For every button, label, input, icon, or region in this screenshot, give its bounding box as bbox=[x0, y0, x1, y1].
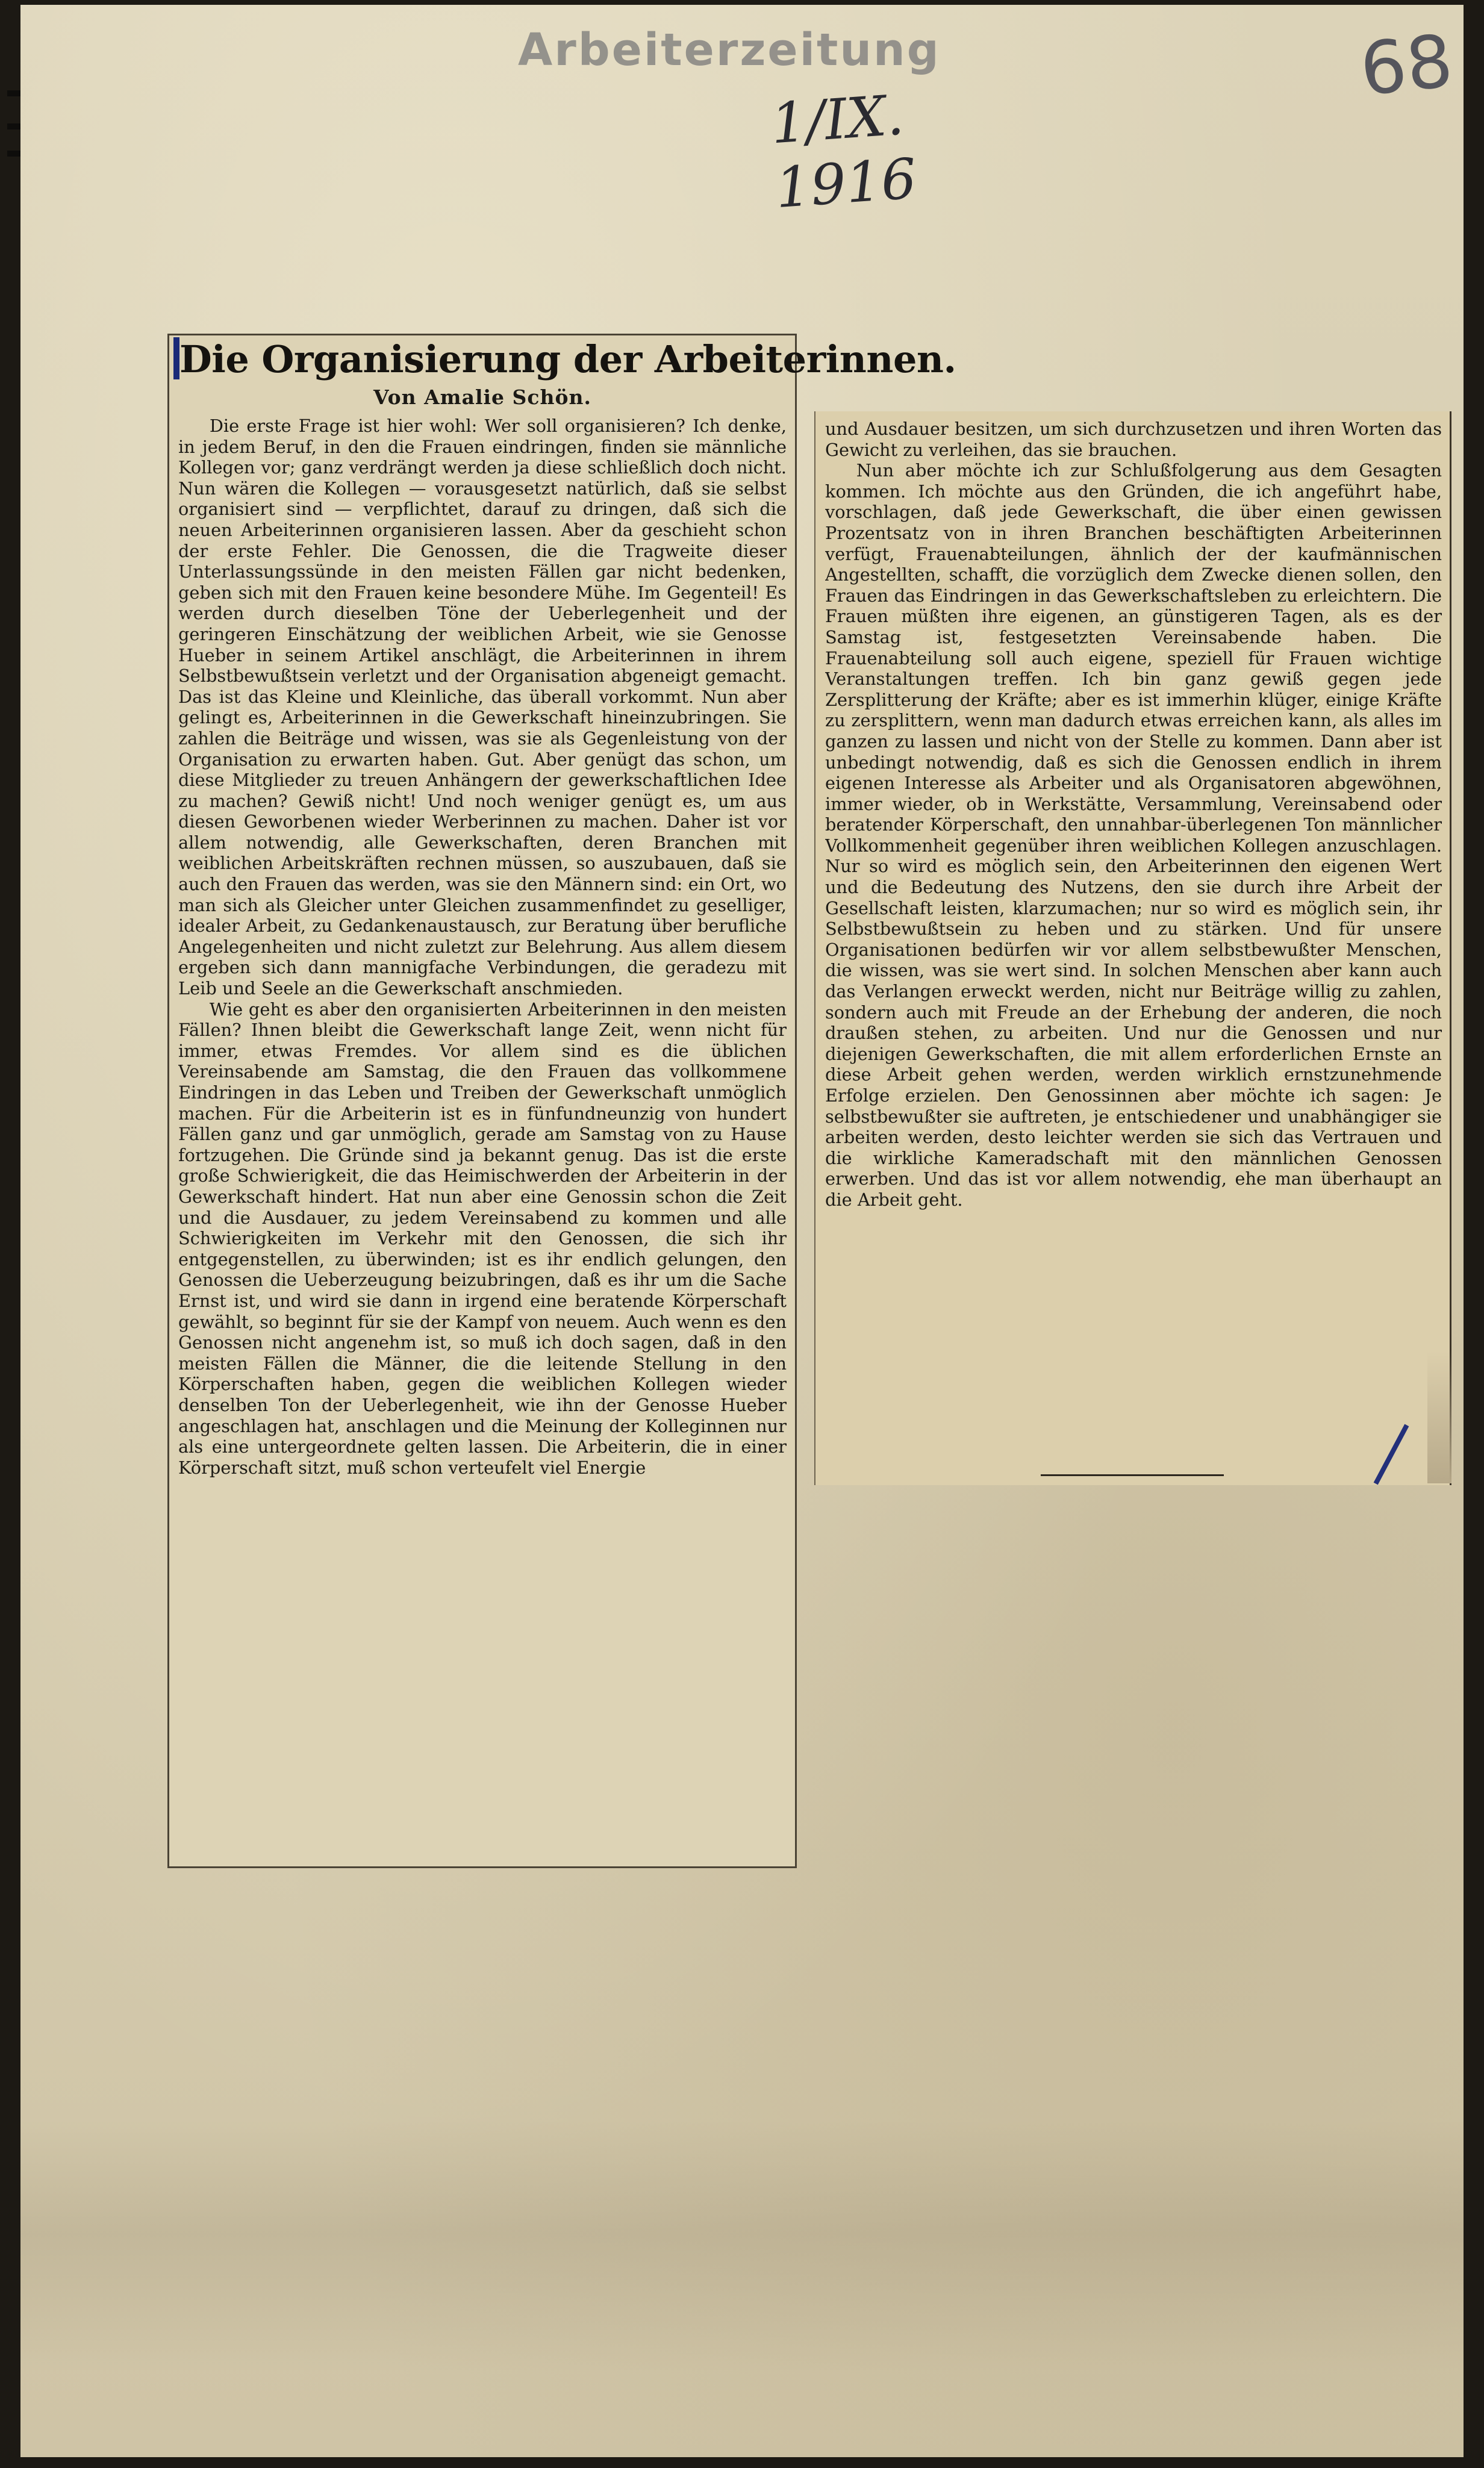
paragraph: Wie geht es aber den organisierten Arbeiterinnen in den meisten Fällen? Ihnen bleibt die Gewerkschaft lange Zeit, wenn nicht für immer, etwas Fremdes. Vor allem sind es die üblichen Vereinsabende am Samstag, die den Frauen das vollkommene Eindringen in das Leben und Treiben der Gewerkschaft unmöglich machen. Für die Arbeiterin ist es in fünfundneunzig von hundert Fällen ganz und gar unmöglich, gerade am Samstag von zu Hause fortzugehen. Die Gründe sind ja bekannt genug. Das ist die erste große Schwierigkeit, die das Heimischwerden der Arbeiterin in der Gewerkschaft hindert. Hat nun aber eine Genossin schon die Zeit und die Ausdauer, zu jedem Vereinsabend zu kommen und alle Schwierigkeiten im Verkehr mit den Genossen, die sich ihr entgegenstellen, zu überwinden; ist es ihr endlich gelungen, den Genossen die Ueberzeugung beizubringen, daß es ihr um die Sache Ernst ist, und wird sie dann in irgend eine beratende Körperschaft gewählt, so beginnt für sie der Kampf von neuem. Auch wenn es den Genossen nicht angenehm ist, so muß ich doch sagen, daß in den meisten Fällen die Männer, die die leitende Stellung in den Körperschaften haben, gegen die weiblichen Kollegen wieder denselben Ton der Ueberlegenheit, wie ihn der Genosse Hueber angeschlagen hat, anschlagen und die Meinung der Kolleginnen nur als eine untergeordnete gelten lassen. Die Arbeiterin, die in einer Körperschaft sitzt, muß schon verteufelt viel Energie bbox=[178, 999, 787, 1478]
paragraph: und Ausdauer besitzen, um sich durchzusetzen und ihren Worten das Gewicht zu verleihen, das sie brauchen. bbox=[825, 419, 1442, 460]
edge-mark bbox=[7, 90, 20, 96]
article-title: Die Organisierung der Arbeiterinnen. bbox=[179, 337, 956, 381]
paper-fold-shadow bbox=[20, 2120, 1464, 2373]
handwritten-date: 1/IX. 1916 bbox=[768, 83, 919, 221]
newspaper-stamp: Arbeiterzeitung bbox=[518, 24, 941, 76]
article-author: Von Amalie Schön. bbox=[373, 385, 591, 409]
paragraph: Die erste Frage ist hier wohl: Wer soll organisieren? Ich denke, in jedem Beruf, in den die Frauen eindringen, finden sie männliche Kollegen vor; ganz verdrängt werden ja diese schließlich doch nicht. Nun wären die Kollegen — vorausgesetzt natürlich, daß sie selbst organisiert sind — verpflichtet, darauf zu dringen, daß sich die neuen Arbeiterinnen organisieren lassen. Aber da geschieht schon der erste Fehler. Die Genossen, die die Tragweite dieser Unterlassungssünde in den meisten Fällen gar nicht bedenken, geben sich mit den Frauen keine besondere Mühe. Im Gegenteil! Es werden durch dieselben Töne der Ueberlegenheit und der geringeren Einschätzung der weiblichen Arbeit, wie sie Genosse Hueber in seinem Artikel anschlägt, die Arbeiterinnen in ihrem Selbstbewußtsein verletzt und der Organisation abgeneigt gemacht. Das ist das Kleine und Kleinliche, das überall vorkommt. Nun aber gelingt es, Arbeiterinnen in die Gewerkschaft hineinzubringen. Sie zahlen die Beiträge und wissen, was sie als Gegenleistung von der Organisation zu erwarten haben. Gut. Aber genügt das schon, um diese Mitglieder zu treuen Anhängern der gewerkschaftlichen Idee zu machen? Gewiß nicht! Und noch weniger genügt es, um aus diesen Geworbenen wieder Werberinnen zu machen. Daher ist vor allem notwendig, alle Gewerkschaften, deren Branchen mit weiblichen Arbeitskräften rechnen müssen, so auszubauen, daß sie auch den Frauen das werden, was sie den Männern sind: ein Ort, wo man sich als Gleicher unter Gleichen zusammenfindet zu geselliger, idealer Arbeit, zu Gedankenaustausch, zur Beratung über berufliche Angelegenheiten und nicht zuletzt zur Belehrung. Aus allem diesem ergeben sich dann mannigfache Verbindungen, die geradezu mit Leib und Seele an die Gewerkschaft anschmieden. bbox=[178, 416, 787, 999]
paragraph: Nun aber möchte ich zur Schlußfolgerung aus dem Gesagten kommen. Ich möchte aus den Gründen, die ich angeführt habe, vorschlagen, daß jede Gewerkschaft, die über einen gewissen Prozentsatz von in ihren Branchen beschäftigten Arbeiterinnen verfügt, Frauenabteilungen, ähnlich der der kaufmännischen Angestellten, schafft, die vorzüglich dem Zwecke dienen sollen, den Frauen das Eindringen in das Gewerkschaftsleben zu erleichtern. Die Frauen müßten ihre eigenen, an günstigeren Tagen, als es der Samstag ist, festgesetzten Vereinsabende haben. Die Frauenabteilung soll auch eigene, speziell für Frauen wichtige Veranstaltungen treffen. Ich bin ganz gewiß gegen jede Zersplitterung der Kräfte; aber es ist immerhin klüger, einige Kräfte zu zersplittern, wenn man dadurch etwas erreichen kann, als alles im ganzen zu lassen und nicht von der Stelle zu kommen. Dann aber ist unbedingt notwendig, daß es sich die Genossen endlich in ihrem eigenen Interesse als Arbeiter und als Organisatoren abgewöhnen, immer wieder, ob in Werkstätte, Versammlung, Vereinsabend oder beratender Körperschaft, den unnahbar-überlegenen Ton männlicher Vollkommenheit gegenüber ihren weiblichen Kollegen anzuschlagen. Nur so wird es möglich sein, den Arbeiterinnen den eigenen Wert und die Bedeutung des Nutzens, den sie durch ihre Arbeit der Gesellschaft leisten, klarzumachen; nur so wird es möglich sein, ihr Selbstbewußtsein zu heben und zu stärken. Und für unsere Organisationen bedürfen wir vor allem selbstbewußter Menschen, die wissen, was sie wert sind. In solchen Menschen aber kann auch das Verlangen erweckt werden, nicht nur Beiträge willig zu zahlen, sondern auch mit Freude an der Erhebung der anderen, die noch draußen stehen, zu arbeiten. Und nur die Genossen und nur diejenigen Gewerkschaften, die mit allem erforderlichen Ernste an diese Arbeit gehen werden, werden wirklich ernstzunehmende Erfolge erzielen. Den Genossinnen aber möchte ich sagen: Je selbstbewußter sie auftreten, je entschiedener und unabhängiger sie arbeiten werden, desto leichter werden sie sich das Vertrauen und die wirkliche Kameradschaft mit den männlichen Genossen erwerben. Und das ist vor allem notwendig, ehe man überhaupt an die Arbeit geht. bbox=[825, 460, 1442, 1210]
article-column-2 bbox=[825, 419, 1442, 1479]
end-rule bbox=[1041, 1474, 1224, 1476]
handwritten-page-number: 68 bbox=[1356, 19, 1457, 113]
edge-mark bbox=[7, 123, 20, 129]
edge-mark bbox=[7, 151, 20, 157]
article-column-1 bbox=[178, 416, 787, 1861]
blue-pencil-mark bbox=[173, 337, 179, 379]
